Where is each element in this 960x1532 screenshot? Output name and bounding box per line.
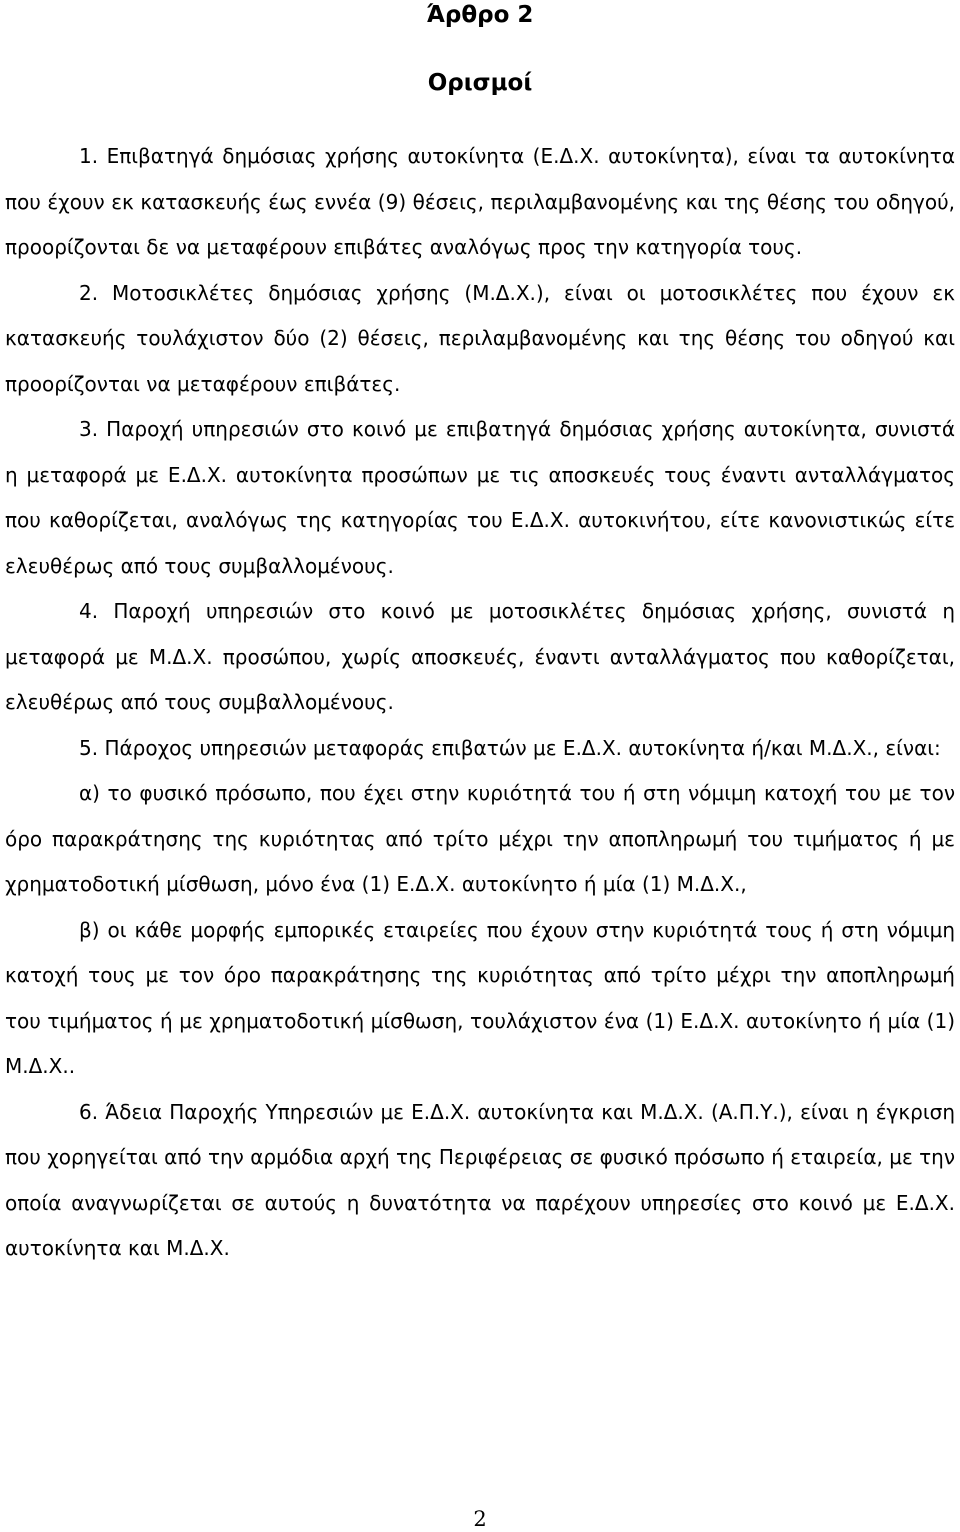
section-title: Ορισμοί — [427, 70, 533, 96]
definition-subitem-b: β) οι κάθε μορφής εμπορικές εταιρείες που έχουν στην κυριότητά τους ή στη νόμιμη κατοχή τους με τον όρο παρακράτησης της κυριότητας από τρίτο μέχρι την αποπληρωμή του τιμήματος ή με χρηματοδοτική μίσθωση, τουλάχιστον ένα (1) Ε.Δ.Χ. αυτοκίνητο ή μία (1) Μ.Δ.Χ.. — [5, 917, 955, 1078]
page-number: 2 — [473, 1507, 487, 1531]
definition-subitem-a: α) το φυσικό πρόσωπο, που έχει στην κυριότητά του ή στη νόμιμη κατοχή του με τον όρο παρακράτησης της κυριότητας από τρίτο μέχρι την αποπληρωμή του τιμήματος ή με χρηματοδοτική μίσθωση, μόνο ένα (1) Ε.Δ.Χ. αυτοκίνητο ή μία (1) Μ.Δ.Χ., — [5, 781, 955, 896]
definition-paragraph-5: 5. Πάροχος υπηρεσιών μεταφοράς επιβατών με Ε.Δ.Χ. αυτοκίνητα ή/και Μ.Δ.Χ., είναι: — [79, 735, 941, 760]
definition-paragraph-2: 2. Μοτοσικλέτες δημόσιας χρήσης (Μ.Δ.Χ.), είναι οι μοτοσικλέτες που έχουν εκ κατασκευής τουλάχιστον δύο (2) θέσεις, περιλαμβανομένης και της θέσης του οδηγού και προορίζονται να μεταφέρουν επιβάτες. — [5, 280, 955, 396]
article-title: Άρθρο 2 — [426, 2, 534, 28]
definition-paragraph-4: 4. Παροχή υπηρεσιών στο κοινό με μοτοσικλέτες δημόσιας χρήσης, συνιστά η μεταφορά με Μ.Δ.Χ. προσώπου, χωρίς αποσκευές, έναντι ανταλλάγματος που καθορίζεται, ελευθέρως από τους συμβαλλομένους. — [5, 599, 955, 714]
definition-paragraph-6: 6. Άδεια Παροχής Υπηρεσιών με Ε.Δ.Χ. αυτοκίνητα και Μ.Δ.Χ. (Α.Π.Υ.), είναι η έγκριση που χορηγείται από την αρμόδια αρχή της Περιφέρειας σε φυσικό πρόσωπο ή εταιρεία, με την οποία αναγνωρίζεται σε αυτούς η δυνατότητα να παρέχουν υπηρεσίες στο κοινό με Ε.Δ.Χ. αυτοκίνητα και Μ.Δ.Χ. — [5, 1099, 955, 1260]
definition-paragraph-1: 1. Επιβατηγά δημόσιας χρήσης αυτοκίνητα (Ε.Δ.Χ. αυτοκίνητα), είναι τα αυτοκίνητα που έχουν εκ κατασκευής έως εννέα (9) θέσεις, περιλαμβανομένης και της θέσης του οδηγού, προορίζονται δε να μεταφέρουν επιβάτες αναλόγως προς την κατηγορία τους. — [5, 144, 955, 259]
definition-paragraph-3: 3. Παροχή υπηρεσιών στο κοινό με επιβατηγά δημόσιας χρήσης αυτοκίνητα, συνιστά η μεταφορά με Ε.Δ.Χ. αυτοκίνητα προσώπων με τις αποσκευές τους έναντι ανταλλάγματος που καθορίζεται, αναλόγως της κατηγορίας του Ε.Δ.Χ. αυτοκινήτου, είτε κανονιστικώς είτε ελευθέρως από τους συμβαλλομένους. — [5, 417, 955, 578]
article-body — [5, 134, 955, 1272]
